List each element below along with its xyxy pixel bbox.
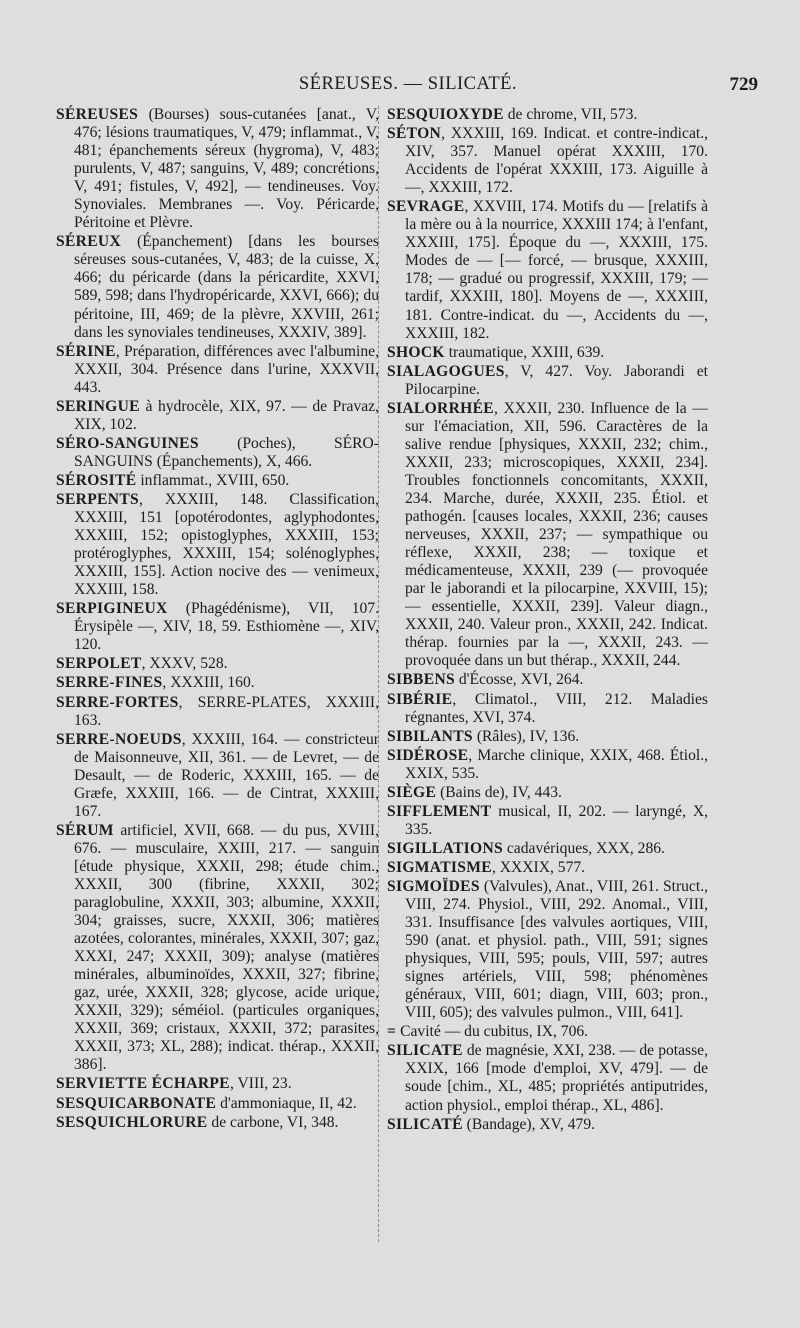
index-entry <box>56 694 379 730</box>
entry-text: (Poches), SÉRO-SANGUINS (Épanchements), X, 466. <box>74 434 379 470</box>
entry-text: (Phagédénisme), VII, 107. Érysipèle —, XIV, 18, 59. Esthiomène —, XIV, 120. <box>74 600 379 654</box>
entry-headword: SILICATÉ <box>387 1115 463 1133</box>
entry-headword: SERRE-FORTES <box>56 693 179 711</box>
entry-headword: SÉROSITÉ <box>56 471 137 489</box>
entry-text: , XXVIII, 174. Motifs du — [relatifs à la mère ou à la nourrice, XXXIII 174; à l'enfant, XXXIII, 175]. Époque du —, XXXIII, 175. Modes de — [— forcé, — brusque, XXXIII, 178; — gradué ou progressif, XXXIII, 179; — tardif, XXXIII, 180]. Moyens de —, XXXIII, 181. Contre-indicat. du —, Accidents du —, XXXIII, 182. <box>405 198 708 342</box>
entry-text: (Valvules), Anat., VIII, 261. Struct., VIII, 274. Physiol., VIII, 292. Anomal., VIII, 331. Insuffisance [des valvules aortiques, VIII, 590 (anat. et physiol. path., VIII, 591; signes physiques, VIII, 595; pouls, VIII, 597; autres signes artériels, VIII, 598; phénomènes généraux, VIII, 601; diagn, VIII, 603; pron., VIII, 605); des valvules pulmon., VIII, 641]. <box>405 877 708 1022</box>
entry-text: (Bourses) sous-cutanées [anat., V, 476; lésions traumatiques, V, 479; inflammat., V, 481; épanchements séreux (hygroma), V, 483; purulents, V, 487; sanguins, V, 489; concrétions, V, 491; fistules, V, 492], — tendineuses. Voy. Synoviales. Membranes —. Voy. Péricarde, Péritoine et Plèvre. <box>74 106 379 232</box>
entry-headword: SERVIETTE ÉCHARPE <box>56 1075 230 1093</box>
index-entry <box>56 398 379 434</box>
entry-text: (Bains de), IV, 443. <box>436 783 562 801</box>
column-divider <box>378 106 379 1242</box>
entry-headword: SIBÉRIE <box>387 690 453 708</box>
entry-headword: SHOCK <box>387 343 445 361</box>
entry-headword: SIBILANTS <box>387 727 473 745</box>
entry-headword: SERPENTS <box>56 490 139 508</box>
entry-headword: SIGMOÏDES <box>387 877 480 895</box>
index-entry <box>56 655 379 673</box>
index-entry <box>56 1114 379 1132</box>
entry-text: , Préparation, différences avec l'albumine, XXXII, 304. Présence dans l'urine, XXXVII, 443. <box>74 342 379 396</box>
entry-text: (Râles), IV, 136. <box>472 727 580 745</box>
entry-text: d'Écosse, XVI, 264. <box>454 671 584 689</box>
entry-text: traumatique, XXIII, 639. <box>444 343 605 361</box>
index-entry <box>387 728 708 746</box>
entry-text: (Bandage), XV, 479. <box>462 1115 596 1133</box>
entry-text: , V, 427. Voy. Jaborandi et Pilocarpine. <box>405 362 708 398</box>
entry-text: de chrome, VII, 573. <box>503 106 638 123</box>
entry-text: inflammat., XVIII, 650. <box>136 471 290 489</box>
index-entry <box>387 106 708 124</box>
entry-text: de carbone, VI, 348. <box>207 1113 339 1131</box>
entry-text: , XXXIII, 160. <box>162 674 255 692</box>
entry-headword: SIFFLEMENT <box>387 802 492 820</box>
entry-headword: SIGMATISME <box>387 858 492 876</box>
index-entry <box>387 878 708 1022</box>
entry-headword: SÉRUM <box>56 821 114 839</box>
index-entry <box>387 1116 708 1134</box>
entry-headword: SIALAGOGUES <box>387 362 505 380</box>
entry-text: Cavité — du cubitus, IX, 706. <box>396 1023 589 1041</box>
entry-headword: SIGILLATIONS <box>387 839 503 857</box>
index-entry <box>387 691 708 727</box>
entry-text: , Climatol., VIII, 212. Maladies régnantes, XVI, 374. <box>405 690 708 726</box>
entry-headword: SÉRO-SANGUINES <box>56 434 199 452</box>
index-entry <box>387 363 708 399</box>
entry-text: , XXXV, 528. <box>141 655 228 673</box>
entry-headword: SERPIGINEUX <box>56 600 168 618</box>
entry-text: , XXXII, 230. Influence de la — sur l'émaciation, XII, 596. Caractères de la salive rendue [physiques, XXXII, 232; chim., XXXII, 233; microscopiques, XXXII, 234]. Troubles fonctionnels concomitants, XXXII, 234. Marche, durée, XXXII, 235. Étiol. et pathogén. [causes locales, XXXII, 236; causes nerveuses, XXXII, 237; — sympathique ou réflexe, XXXII, 238; — toxique et médicamenteuse, XXXII, 239 (— provoquée par le jaborandi et la pilocarpine, XXVIII, 15); — essentielle, XXXII, 239]. Valeur diagn., XXXII, 240. Valeur pron., XXXII, 242. Indicat. thérap. fournies par la —, XXXII, 243. — provoquée dans un but thérap., XXXII, 244. <box>405 399 708 670</box>
entry-text: , XXXIII, 164. — constricteur de Maisonneuve, XII, 361. — de Levret, — de Desault, — de Roderic, XXXIII, 165. — de Græfe, XXXIII, 166. — de Cintrat, XXXIII, 167. <box>74 730 379 820</box>
index-entry <box>56 233 379 341</box>
entry-headword: SESQUIOXYDE <box>387 106 504 123</box>
index-entry <box>387 198 708 342</box>
entry-headword: = <box>387 1023 397 1041</box>
index-entry <box>387 859 708 877</box>
entry-text: artificiel, XVII, 668. — du pus, XVIII, 676. — musculaire, XXIII, 217. — sanguin [étude physique, XXXII, 298; étude chim., XXXII, 300 (fibrine, XXXII, 302; paraglobuline, XXXII, 303; albumine, XXXII, 304; graisses, sucre, XXXII, 306; matières azotées, colorantes, minérales, XXXII, 307; gaz, XXXI, 247; XXXII, 309); analyse (matières minérales, albuminoïdes, XXXII, 327; fibrine, gaz, urée, XXXII, 328; glycose, acide urique, XXXII, 329); séméiol. (particules organiques, XXXII, 369; cristaux, XXXII, 372; parasites, XXXII, 373; XL, 288); indicat. thérap., XXXII, 386]. <box>74 821 379 1074</box>
index-entry <box>56 435 379 471</box>
index-entry <box>56 1095 379 1113</box>
index-entry <box>387 803 708 839</box>
index-entry <box>56 106 379 232</box>
index-entry <box>56 674 379 692</box>
entry-headword: SERRE-NOEUDS <box>56 730 182 748</box>
index-entry <box>387 784 708 802</box>
entry-text: , Marche clinique, XXIX, 468. Étiol., XXIX, 535. <box>405 746 708 782</box>
entry-text: cadavériques, XXX, 286. <box>502 839 665 857</box>
entry-text: de magnésie, XXI, 238. — de potasse, XXIX, 166 [mode d'emploi, XV, 479]. — de soude [chim., XL, 485; propriétés antiputrides, action physiol., emploi thérap., XL, 486]. <box>405 1042 708 1114</box>
entry-headword: SEVRAGE <box>387 198 465 216</box>
entry-headword: SÉRINE <box>56 342 116 360</box>
index-entry <box>56 731 379 821</box>
page-number: 729 <box>729 74 758 95</box>
index-entry <box>387 671 708 689</box>
index-entry <box>56 472 379 490</box>
entry-text: , XXXIII, 169. Indicat. et contre-indicat., XIV, 357. Manuel opérat XXXIII, 170. Accidents de l'opérat XXXIII, 173. Aiguille à —, XXXIII, 172. <box>405 125 708 197</box>
index-entry <box>56 491 379 599</box>
index-entry <box>387 125 708 197</box>
entry-text: à hydrocèle, XIX, 97. — de Pravaz, XIX, 102. <box>74 397 379 433</box>
entry-headword: SIDÉROSE <box>387 746 469 764</box>
index-entry <box>387 400 708 671</box>
entry-headword: SÉREUSES <box>56 106 139 123</box>
entry-headword: SERRE-FINES <box>56 674 163 692</box>
index-entry <box>56 822 379 1075</box>
entry-headword: SERPOLET <box>56 655 142 673</box>
entry-text: , XXXIX, 577. <box>491 858 586 876</box>
index-entry <box>56 1075 379 1093</box>
index-entry <box>387 747 708 783</box>
entry-text: (Épanchement) [dans les bourses séreuses sous-cutanées, V, 483; de la cuisse, X, 466; du péricarde (dans la péricardite, XXVI, 589, 598; dans l'hydropéricarde, XXVI, 666); du péritoine, III, 469; de la plèvre, XXVIII, 261; dans les synoviales tendineuses, XXXIV, 389]. <box>74 233 379 341</box>
running-header <box>58 74 758 102</box>
entry-headword: SÉTON <box>387 125 442 143</box>
index-entry <box>387 840 708 858</box>
entry-headword: SILICATE <box>387 1042 463 1060</box>
entry-headword: SESQUICHLORURE <box>56 1113 208 1131</box>
entry-text: d'ammoniaque, II, 42. <box>216 1094 357 1112</box>
index-entry <box>387 1023 708 1041</box>
page-title: SÉREUSES. — SILICATÉ. <box>298 74 518 94</box>
right-column <box>387 106 708 1135</box>
entry-text: , SERRE-PLATES, XXXIII, 163. <box>74 693 379 729</box>
entry-text: musical, II, 202. — laryngé, X, 335. <box>405 802 708 838</box>
index-entry <box>56 343 379 397</box>
left-column <box>56 106 379 1133</box>
entry-headword: SIÈGE <box>387 783 437 801</box>
index-entry <box>387 1042 708 1114</box>
entry-headword: SIALORRHÉE <box>387 399 494 417</box>
entry-headword: SERINGUE <box>56 397 140 415</box>
entry-headword: SIBBENS <box>387 671 455 689</box>
entry-text: , VIII, 23. <box>229 1075 292 1093</box>
index-entry <box>387 344 708 362</box>
index-entry <box>56 600 379 654</box>
entry-headword: SÉREUX <box>56 233 122 251</box>
entry-headword: SESQUICARBONATE <box>56 1094 217 1112</box>
entry-text: , XXXIII, 148. Classification, XXXIII, 151 [opotérodontes, aglyphodontes, XXXIII, 152; opistoglyphes, XXXIII, 153; protéroglyphes, XXXIII, 154; solénoglyphes, XXXIII, 155]. Action nocive des — venimeux, XXXIII, 158. <box>74 490 379 599</box>
